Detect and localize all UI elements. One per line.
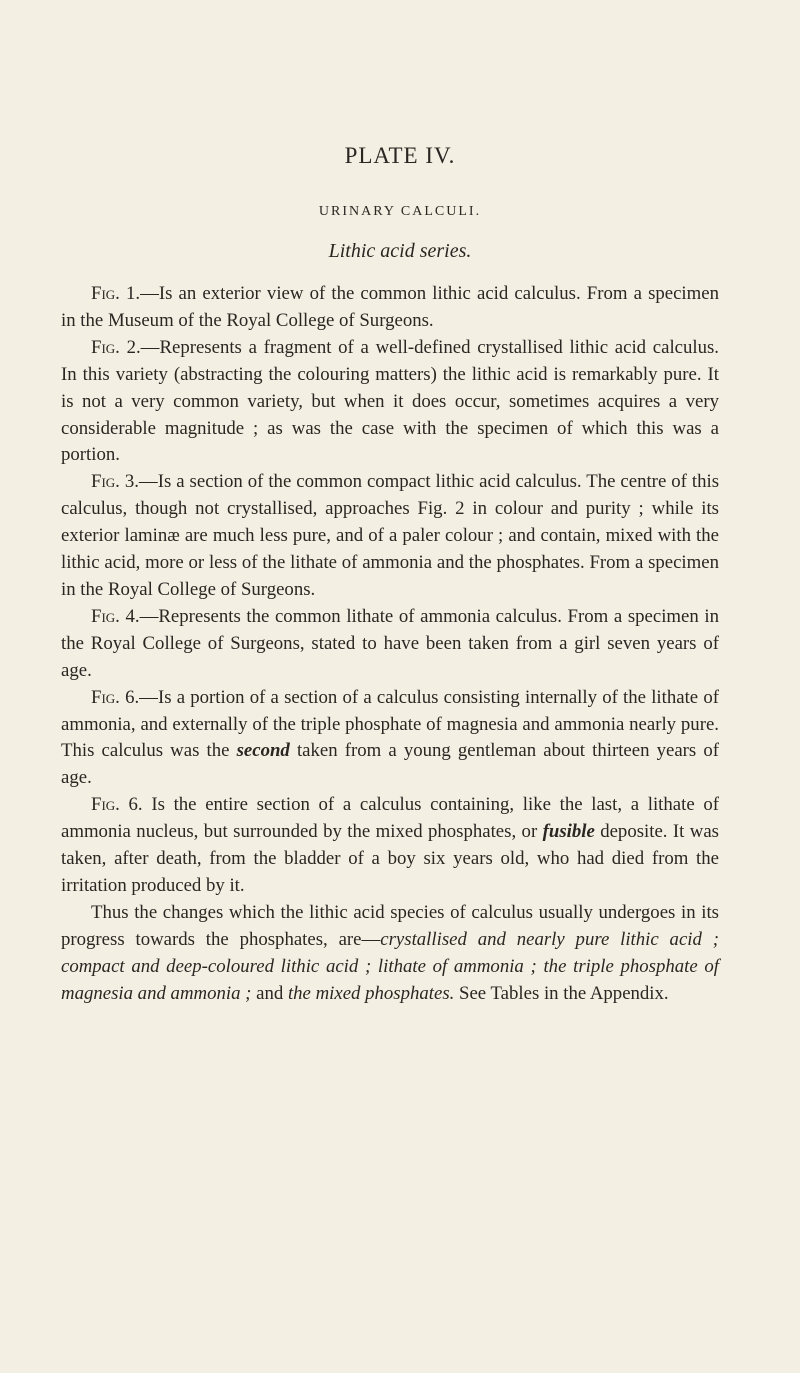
paragraph-text: Is the entire section of a calculus containing, like the last, a lithate of ammonia nucleus, but surrounded by the mixed phosphates, or — [61, 794, 720, 843]
emphasis-text: the mixed phosphates. — [287, 982, 455, 1004]
emphasis-text: second — [236, 740, 290, 762]
figure-label: Fig. 1. — [91, 283, 141, 304]
figure-label: Fig. 4. — [91, 605, 140, 627]
body-text — [61, 281, 719, 1007]
paragraph-fig-2 — [61, 335, 719, 470]
plate-title: PLATE IV. — [344, 143, 456, 168]
figure-label: Fig. 6. — [91, 794, 143, 816]
paragraph-fig-3 — [61, 469, 719, 604]
figure-label: Fig. 2. — [91, 336, 141, 358]
emphasis-text: crystallised and nearly pure lithic acid ; compact and deep-coloured lithic acid ; lithate of ammonia ; the triple phosphate of magnesia and ammonia ; — [61, 928, 719, 1004]
section-title: URINARY CALCULI. — [318, 204, 482, 219]
paragraph-text: deposite. It was taken, after death, from the bladder of a boy six years old, who had died from the irritation produced by it. — [61, 821, 719, 896]
paragraph-fig-1 — [61, 281, 719, 335]
figure-label: Fig. 3. — [91, 471, 139, 493]
paragraph-text: —Is a portion of a section of a calculus consisting internally of the lithate of ammonia, and externally of the triple phosphate of magnesia and ammonia nearly pure. This calculus was the — [61, 686, 719, 762]
paragraph-text: —Represents the common lithate of ammonia calculus. From a specimen in the Royal College of Surgeons, stated to have been taken from a girl seven years of age. — [61, 605, 720, 681]
figure-label: Fig. 6. — [91, 686, 140, 708]
paragraph-fig-6 — [61, 792, 719, 900]
paragraph-text: Thus the changes which the lithic acid species of calculus usually undergoes in its progress towards the phosphates, are— — [61, 901, 719, 950]
paragraph-fig-5 — [61, 685, 719, 793]
paragraph-text: —Is a section of the common compact lithic acid calculus. The centre of this calculus, though not crystallised, approaches Fig. 2 in colour and purity ; while its exterior laminæ are much less pure, and of a paler colour ; and contain, mixed with the lithic acid, more or less of the lithate of ammonia and the phosphates. From a specimen in the Royal College of Surgeons. — [61, 471, 720, 600]
series-title: Lithic acid series. — [328, 240, 472, 262]
paragraph-text: —Is an exterior view of the common lithic acid calculus. From a specimen in the Museum of the Royal College of Surgeons. — [61, 283, 719, 331]
paragraph-text: and — [251, 982, 288, 1004]
paragraph-text: taken from a young gentleman about thirteen years of age. — [61, 740, 720, 789]
paragraph-text: See Tables in the Appendix. — [454, 982, 669, 1004]
paragraph-text: —Represents a fragment of a well-defined crystallised lithic acid calculus. In this variety (abstracting the colouring matters) the lithic acid is remarkably pure. It is not a very common variety, but when it does occur, sometimes acquires a very considerable magnitude ; as was the case with the specimen of which this was a portion. — [61, 336, 719, 466]
paragraph-fig-4 — [61, 604, 719, 685]
paragraph-summary — [61, 900, 719, 1008]
emphasis-text: fusible — [542, 821, 595, 843]
